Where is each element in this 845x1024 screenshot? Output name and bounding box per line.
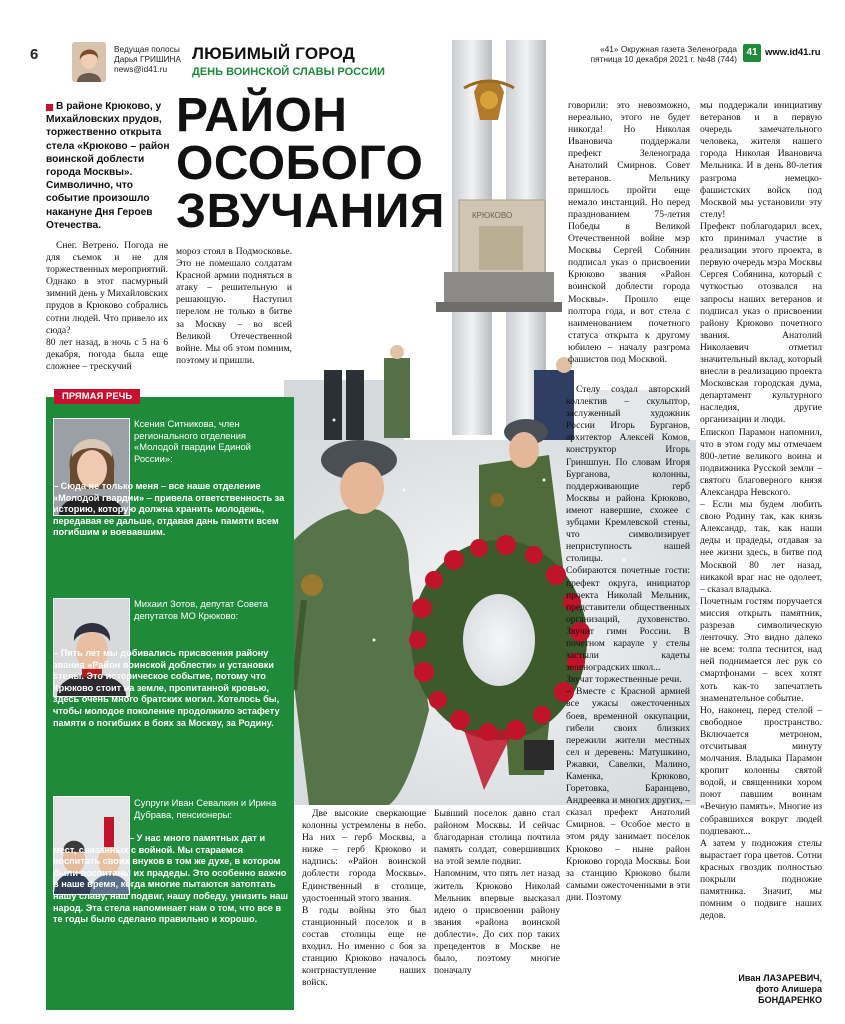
text-column-b1: Две высокие сверкающие колонны устремлены в небо. На них – герб Москвы, а ниже – герб Крюково и надпись: «Район воинской доблести города Москвы». Единственный в столице, удостоенный этого звания. В годы войны это был станционный поселок и в состав столицы еще не входил. Но именно с боя за станцию Крюково началось контрнаступление наших войск. (302, 808, 426, 989)
issue-date: пятница 10 декабря 2021 г. №48 (744) (590, 54, 737, 64)
paper-name: «41» Окружная газета Зеленограда (600, 44, 737, 54)
page-number: 6 (30, 46, 39, 63)
text-column-4: мы поддержали инициативу ветеранов и в первую очередь замечательного человека, жителя нашего города Николая Ивановича Мельника. И в день 80-летия разгрома немецко-фашистских войск под Москвой мы установили эту стелу! Префект поблагодарил всех, кто принимал участие в реализации этого проекта, в первую очередь мэра Москвы Сергея Собянина, который с чуткостью отозвался на запросы наших ветеранов и подписал указ о присвоении району Крюково почетного звания. Анатолий Николаевич отметил значительный вклад, который внесли в реализацию проекта Московская городская дума, департамент культурного наследия, другие организации и люди. Епископ Парамон напомнил, что в этом году мы отмечаем 800-летие великого воина и подвижника Русской земли – святого благоверного князя Александра Невского. – Если мы будем любить свою Родину так, как князь Александр, так, как наши деды и прадеды, отдавая за нее жизни здесь, в битве под Москвой 80 лет назад, никакой враг нас не одолеет, – сказал владыка. Почетным гостям поручается миссия открыть памятник, разрезав символическую ленточку. Это видно далеко не всем: толпа теснится, над ней поднимается лес рук со смартфонами – всех хотят хоть как-то запечатлеть знаменательное событие. Но, наконец, перед стелой – свободное пространство. Включается метроном, отсчитывая минуту молчания. Владыка Парамон кропит колонны святой водой, и священники хором поют павшим воинам «Вечную память». Многие из собравшихся вокруг людей подпевают... А затем у подножия стелы вырастает гора цветов. Сотни красных гвоздик полностью покрыли подножие памятника. Значит, мы помним о подвиге наших дедов. (700, 100, 822, 922)
text-column-b2: Бывший поселок давно стал районом Москвы. И сейчас благодарная столица почтила память солдат, совершивших на этой земле подвиг. Напомним, что пять лет назад житель Крюково Николай Мельник впервые высказал идею о присвоении району звания «района воинской доблести». До сих пор таких прецедентов в Москве не было, поэтому многие поначалу (434, 808, 560, 977)
headline-line-3: ЗВУЧАНИЯ (176, 185, 445, 238)
editor-avatar (72, 42, 106, 82)
text-column-3-top: говорили: это невозможно, нереально, этого не будет никогда! Но Николая Ивановича поддержали префект Зеленограда Анатолий Смирнов. Совет ветеранов. Мельнику пришлось пройти еще немало инстанций. Но перед празднованием 75-летия Победы в Великой Отечественной войне мэр Москвы Сергей Собянин подписал указ о присвоении Крюково звания «Район воинской доблести города Москвы». Прошло еще полтора года, и вот стела с наименованием почетного статуса открыта к другому юбилею – началу разгрома фашистов под Москвой. (568, 100, 690, 365)
logo-icon (743, 44, 761, 62)
quote-3-name: Супруги Иван Севалкин и Ирина Дубрава, пенсионеры: (134, 797, 277, 820)
lead: В районе Крюково, у Михайловских прудов, торжественно открыта стела «Крюково – район воинской доблести города Москвы». Символично, что событие произошло накануне Дня Героев Отечества. (46, 101, 170, 231)
quotes-tag (54, 389, 140, 404)
signature-author: Иван ЛАЗАРЕВИЧ, (738, 973, 822, 983)
headline-line-2: ОСОБОГО (176, 137, 424, 190)
logo-text: 41 (746, 47, 758, 58)
plaque-text: КРЮКОВО (472, 211, 513, 220)
editor-name: Дарья ГРИШИНА (114, 54, 182, 64)
quote-2-name: Михаил Зотов, депутат Совета депутатов МО Крюково: (134, 598, 269, 621)
text-column-1: Снег. Ветрено. Погода не для съемок и не для торжественных мероприятий. Однако в этот пасмурный зимний день у Михайловских прудов в Крюково собрались сотни людей. Что привело их сюда? 80 лет назад, в ночь с 5 на 6 декабря, погода была еще сложнее – трескучий (46, 240, 169, 372)
quotes-tag-label: ПРЯМАЯ РЕЧЬ (62, 391, 133, 402)
subrubric: ДЕНЬ ВОИНСКОЙ СЛАВЫ РОССИИ (192, 66, 385, 78)
editor-email[interactable]: news@id41.ru (114, 64, 168, 74)
quote-3-text: – У нас много памятных дат и мест, связанных с войной. Мы стараемся воспитать своих внуков в том же духе, в котором были воспитаны их прадеды. Это особенно важно в наше время, когда многие пытаются затоптать нашу славу, наш подвиг, нашу победу, унизить наш народ. Эта стела напоминает нам о том, что все в те годы было сделано правильно и хорошо. (53, 833, 289, 925)
quote-1-text: – Сюда не только меня – все наше отделение «Молодой гвардии» – привела ответственность за историю, которую должна хранить молодежь, передавая ее дальше, отдавая дань памяти всем погибшим и воевавшим. (53, 481, 285, 538)
quote-2-text: – Пять лет мы добивались присвоения району звания «Район воинской доблести» и установки стелы. Это историческое событие, потому что Крюково стоит на земле, пропитанной кровью, здесь очень много братских могил. Хотелось бы, чтобы молодое поколение продолжило эстафету памяти о погибших в боях за Москву, за Родину. (53, 648, 280, 728)
quote-1-name: Ксения Ситникова, член регионального отделения «Молодой гвардии Единой России»: (134, 418, 251, 464)
rubric: ЛЮБИМЫЙ ГОРОД (192, 44, 356, 63)
signature-photo-2: БОНДАРЕНКО (758, 995, 822, 1005)
stele-plaque (459, 200, 545, 280)
site-link[interactable]: www.id41.ru (765, 47, 821, 58)
editor-role: Ведущая полосы (114, 44, 180, 54)
text-column-3-mid: Стелу создал авторский коллектив – скульптор, заслуженный художник России Игорь Бурганов, архитектор Алексей Комов, конструктор Игорь Гриншпун. По словам Игоря Бурганова, колонны, поддерживающие герб Москвы и района Крюково, имеют навершие, схожее с зубцами Кремлевской стены, что символизирует неприступность нашей столицы. Собираются почетные гости: префект округа, инициатор проекта Николай Мельник, представители общественных организаций, духовенство. Звучит гимн России. В почетном карауле у стелы застыли кадеты зеленоградских школ... Звучат торжественные речи. – Вместе с Красной армией все ужасы ожесточенных боев, временной оккупации, гибели своих близких пережили жители местных сел и деревень: Матушкино, Ржавки, Савелки, Малино, Каменка, Крюково, Горетовка, Баранцево, Андреевка и многих других, – сказал префект Анатолий Смирнов. – Особое место в этом ряду занимает поселок Крюково – ныне район Крюково города Москвы. Бои за станцию Крюково были самыми ожесточенными в эти дни. Поэтому (566, 384, 690, 903)
headline-line-1: РАЙОН (176, 89, 348, 142)
signature-photo: фото Алишера (755, 984, 822, 994)
text-column-2: мороз стоял в Подмосковье. Это не помешало солдатам Красной армии подняться в атаку – решительную и решающую. Наступил перелом не только в битве за Москву – во всей Великой Отечественной войне. Мы об этом помним, поэтому и пришли. (176, 246, 292, 366)
